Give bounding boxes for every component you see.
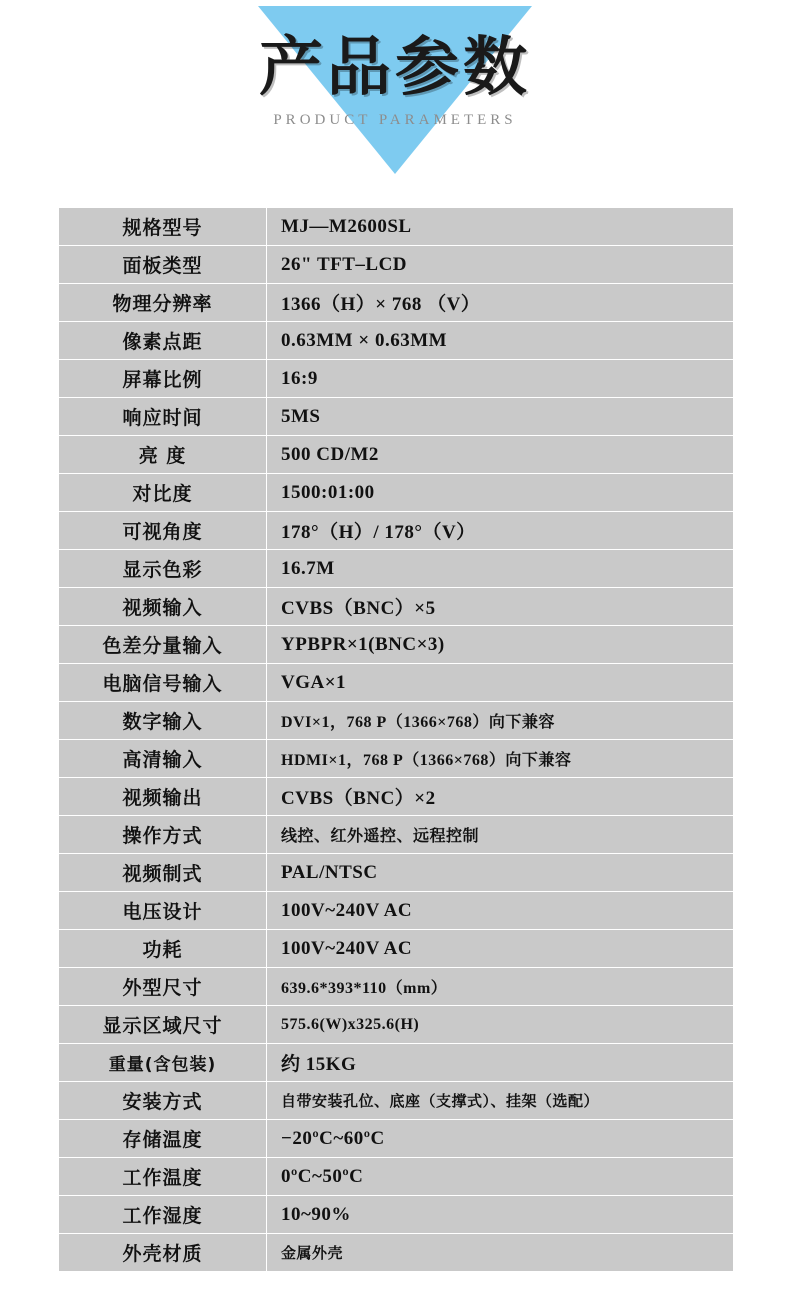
- table-row: [59, 284, 734, 322]
- title-block: [0, 32, 790, 129]
- row-label: 操作方式: [59, 816, 267, 854]
- row-label: 电脑信号输入: [59, 664, 267, 702]
- row-label: 安装方式: [59, 1082, 267, 1120]
- row-label: 视频输出: [59, 778, 267, 816]
- row-label: 面板类型: [59, 246, 267, 284]
- row-value: 金属外壳: [267, 1234, 734, 1272]
- row-label: 物理分辨率: [59, 284, 267, 322]
- row-value: DVI×1，768 P（1366×768）向下兼容: [267, 702, 734, 740]
- table-row: [59, 1196, 734, 1234]
- row-label: 显示区域尺寸: [59, 1006, 267, 1044]
- row-label: 存储温度: [59, 1120, 267, 1158]
- spec-table: [58, 207, 734, 1272]
- row-value: PAL/NTSC: [267, 854, 734, 892]
- row-value: 0.63MM × 0.63MM: [267, 322, 734, 360]
- row-value: 1500:01:00: [267, 474, 734, 512]
- table-row: [59, 626, 734, 664]
- row-value: 线控、红外遥控、远程控制: [267, 816, 734, 854]
- spec-table-body: [59, 208, 734, 1272]
- row-label: 可视角度: [59, 512, 267, 550]
- row-value: 10~90%: [267, 1196, 734, 1234]
- row-label: 像素点距: [59, 322, 267, 360]
- table-row: [59, 208, 734, 246]
- row-label: 电压设计: [59, 892, 267, 930]
- row-label: 重量(含包装): [59, 1044, 267, 1082]
- row-value: CVBS（BNC）×5: [267, 588, 734, 626]
- row-label: 响应时间: [59, 398, 267, 436]
- row-value: 100V~240V AC: [267, 892, 734, 930]
- row-value: 1366（H）× 768 （V）: [267, 284, 734, 322]
- row-label: 色差分量输入: [59, 626, 267, 664]
- table-row: [59, 436, 734, 474]
- row-label: 显示色彩: [59, 550, 267, 588]
- table-row: [59, 588, 734, 626]
- row-value: YPBPR×1(BNC×3): [267, 626, 734, 664]
- row-label: 高清输入: [59, 740, 267, 778]
- row-label: 数字输入: [59, 702, 267, 740]
- row-value: 575.6(W)x325.6(H): [267, 1006, 734, 1044]
- row-value: HDMI×1，768 P（1366×768）向下兼容: [267, 740, 734, 778]
- table-row: [59, 702, 734, 740]
- table-row: [59, 1234, 734, 1272]
- row-value: 5MS: [267, 398, 734, 436]
- table-row: [59, 398, 734, 436]
- table-row: [59, 550, 734, 588]
- row-label: 亮 度: [59, 436, 267, 474]
- row-value: 16:9: [267, 360, 734, 398]
- page-header: [0, 0, 790, 190]
- row-label: 规格型号: [59, 208, 267, 246]
- row-label: 屏幕比例: [59, 360, 267, 398]
- table-row: [59, 1158, 734, 1196]
- table-row: [59, 816, 734, 854]
- row-label: 视频输入: [59, 588, 267, 626]
- row-value: 639.6*393*110（mm）: [267, 968, 734, 1006]
- table-row: [59, 474, 734, 512]
- table-row: [59, 1120, 734, 1158]
- table-row: [59, 360, 734, 398]
- row-label: 外壳材质: [59, 1234, 267, 1272]
- row-label: 对比度: [59, 474, 267, 512]
- table-row: [59, 1006, 734, 1044]
- table-row: [59, 930, 734, 968]
- table-row: [59, 1082, 734, 1120]
- row-value: MJ—M2600SL: [267, 208, 734, 246]
- table-row: [59, 740, 734, 778]
- row-value: −20ºC~60ºC: [267, 1120, 734, 1158]
- row-label: 工作温度: [59, 1158, 267, 1196]
- row-value: 自带安装孔位、底座（支撑式）、挂架（选配）: [267, 1082, 734, 1120]
- row-value: 100V~240V AC: [267, 930, 734, 968]
- row-value: 16.7M: [267, 550, 734, 588]
- spec-table-wrapper: [58, 207, 733, 1272]
- table-row: [59, 968, 734, 1006]
- table-row: [59, 778, 734, 816]
- table-row: [59, 1044, 734, 1082]
- page-title: 产品参数: [259, 31, 531, 105]
- table-row: [59, 322, 734, 360]
- row-value: 178°（H）/ 178°（V）: [267, 512, 734, 550]
- table-row: [59, 892, 734, 930]
- row-value: CVBS（BNC）×2: [267, 778, 734, 816]
- page-subtitle: PRODUCT PARAMETERS: [273, 112, 517, 128]
- table-row: [59, 854, 734, 892]
- row-value: VGA×1: [267, 664, 734, 702]
- row-label: 工作湿度: [59, 1196, 267, 1234]
- row-value: 500 CD/M2: [267, 436, 734, 474]
- row-label: 外型尺寸: [59, 968, 267, 1006]
- table-row: [59, 246, 734, 284]
- table-row: [59, 512, 734, 550]
- table-row: [59, 664, 734, 702]
- row-label: 功耗: [59, 930, 267, 968]
- row-value: 26" TFT–LCD: [267, 246, 734, 284]
- row-value: 0ºC~50ºC: [267, 1158, 734, 1196]
- row-label: 视频制式: [59, 854, 267, 892]
- row-value: 约 15KG: [267, 1044, 734, 1082]
